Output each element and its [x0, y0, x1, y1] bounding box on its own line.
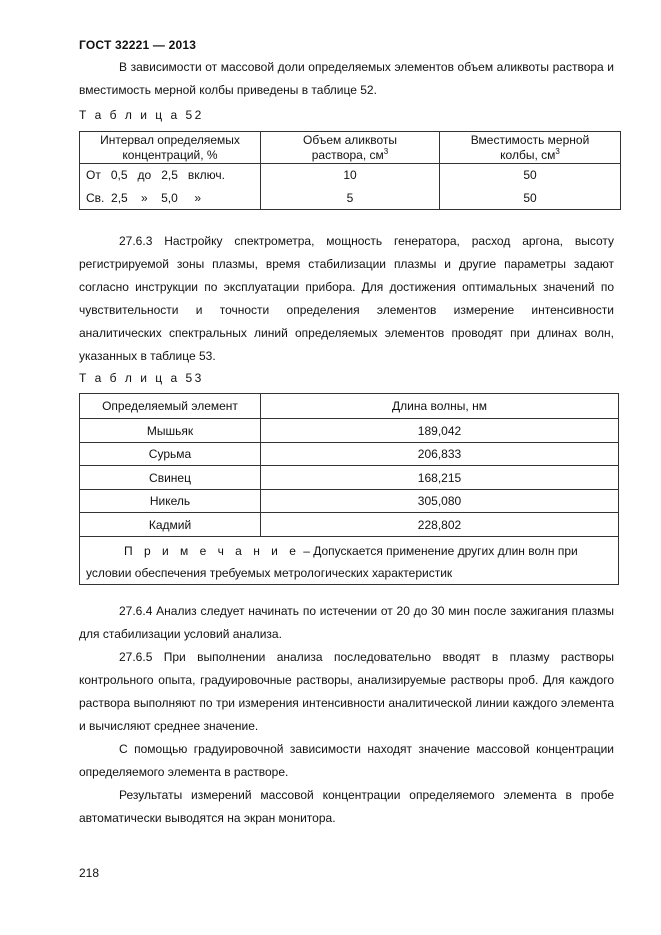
- element-header-cell: Определяемый элемент: [80, 394, 261, 419]
- table-row: [80, 443, 619, 466]
- header-line: Вместимость мерной: [470, 132, 590, 147]
- intro-paragraph: В зависимости от массовой доли определяемых элементов объем аликвоты раствора и вместимость мерной колбы приведены в таблице 52.: [79, 60, 614, 97]
- note-text: – Допускается применение других длин волн при условии обеспечения требуемых метрологических характеристик: [86, 544, 578, 580]
- superscript: 3: [555, 146, 560, 156]
- note-label: П р и м е ч а н и е: [124, 544, 300, 558]
- table-row: [80, 490, 619, 513]
- document-header: ГОСТ 32221 — 2013: [79, 38, 197, 52]
- header-line: концентраций, %: [122, 147, 218, 162]
- wavelength-header-cell: Длина волны, нм: [261, 394, 619, 419]
- aliquot-cell: 5: [261, 187, 440, 210]
- table-note-row: [80, 537, 619, 585]
- wavelength-cell: 228,802: [261, 513, 619, 537]
- wavelength-cell: 206,833: [261, 443, 619, 466]
- table-row: [80, 187, 621, 210]
- header-line: Объем аликвоты: [303, 132, 397, 147]
- section-27-6-3-paragraph: 27.6.3 Настройку спектрометра, мощность генератора, расход аргона, высоту регистрируемой зоны плазмы, время стабилизации плазмы и другие параметры задают согласно инструкции по эксплуатации прибора. Для достижения оптимальных значений по чувствительности и точности определения элементов измерение интенсивности аналитических спектральных линий определяемых элементов проводят при длинах волн, указанных в таблице 53.: [79, 234, 614, 363]
- page-number: 218: [79, 866, 100, 880]
- flask-cell: 50: [440, 187, 621, 210]
- element-cell: Свинец: [80, 466, 261, 490]
- wavelength-cell: 189,042: [261, 419, 619, 443]
- header-line: раствора, см: [311, 147, 384, 162]
- results-paragraph: Результаты измерений массовой концентрации определяемого элемента в пробе автоматически выводятся на экран монитора.: [79, 788, 614, 825]
- calibration-paragraph: С помощью градуировочной зависимости находят значение массовой концентрации определяемого элемента в растворе.: [79, 742, 614, 779]
- table-52: [79, 131, 621, 210]
- table-52-header-row: [80, 132, 621, 164]
- table-row: [80, 513, 619, 537]
- table-52-caption: Т а б л и ц а 52: [79, 108, 204, 122]
- wavelength-cell: 168,215: [261, 466, 619, 490]
- table-row: [80, 466, 619, 490]
- element-cell: Мышьяк: [80, 419, 261, 443]
- header-line: колбы, см: [500, 147, 556, 162]
- section-27-6-5-paragraph: 27.6.5 При выполнении анализа последовательно вводят в плазму растворы контрольного опыта, градуировочные растворы, анализируемые растворы проб. Для каждого раствора выполняют по три измерения интенсивности аналитической линии каждого элемента и вычисляют среднее значение.: [79, 650, 614, 733]
- table-52-header-cell: [440, 132, 621, 164]
- table-52-header-cell: [261, 132, 440, 164]
- header-line: Интервал определяемых: [100, 132, 240, 147]
- range-cell: От 0,5 до 2,5 включ.: [80, 164, 261, 187]
- table-row: [80, 419, 619, 443]
- table-52-header-cell: [80, 132, 261, 164]
- section-27-6-4-paragraph: 27.6.4 Анализ следует начинать по истечении от 20 до 30 мин после зажигания плазмы для стабилизации условий анализа.: [79, 604, 614, 641]
- table-note-cell: [80, 537, 619, 585]
- superscript: 3: [383, 146, 389, 156]
- table-row: [80, 164, 621, 187]
- range-cell: Св. 2,5 » 5,0 »: [80, 187, 261, 210]
- wavelength-cell: 305,080: [261, 490, 619, 513]
- flask-cell: 50: [440, 164, 621, 187]
- element-cell: Кадмий: [80, 513, 261, 537]
- element-cell: Никель: [80, 490, 261, 513]
- table-53: [79, 393, 619, 585]
- table-53-caption: Т а б л и ц а 53: [79, 371, 204, 385]
- table-53-header-row: [80, 394, 619, 419]
- aliquot-cell: 10: [261, 164, 440, 187]
- element-cell: Сурьма: [80, 443, 261, 466]
